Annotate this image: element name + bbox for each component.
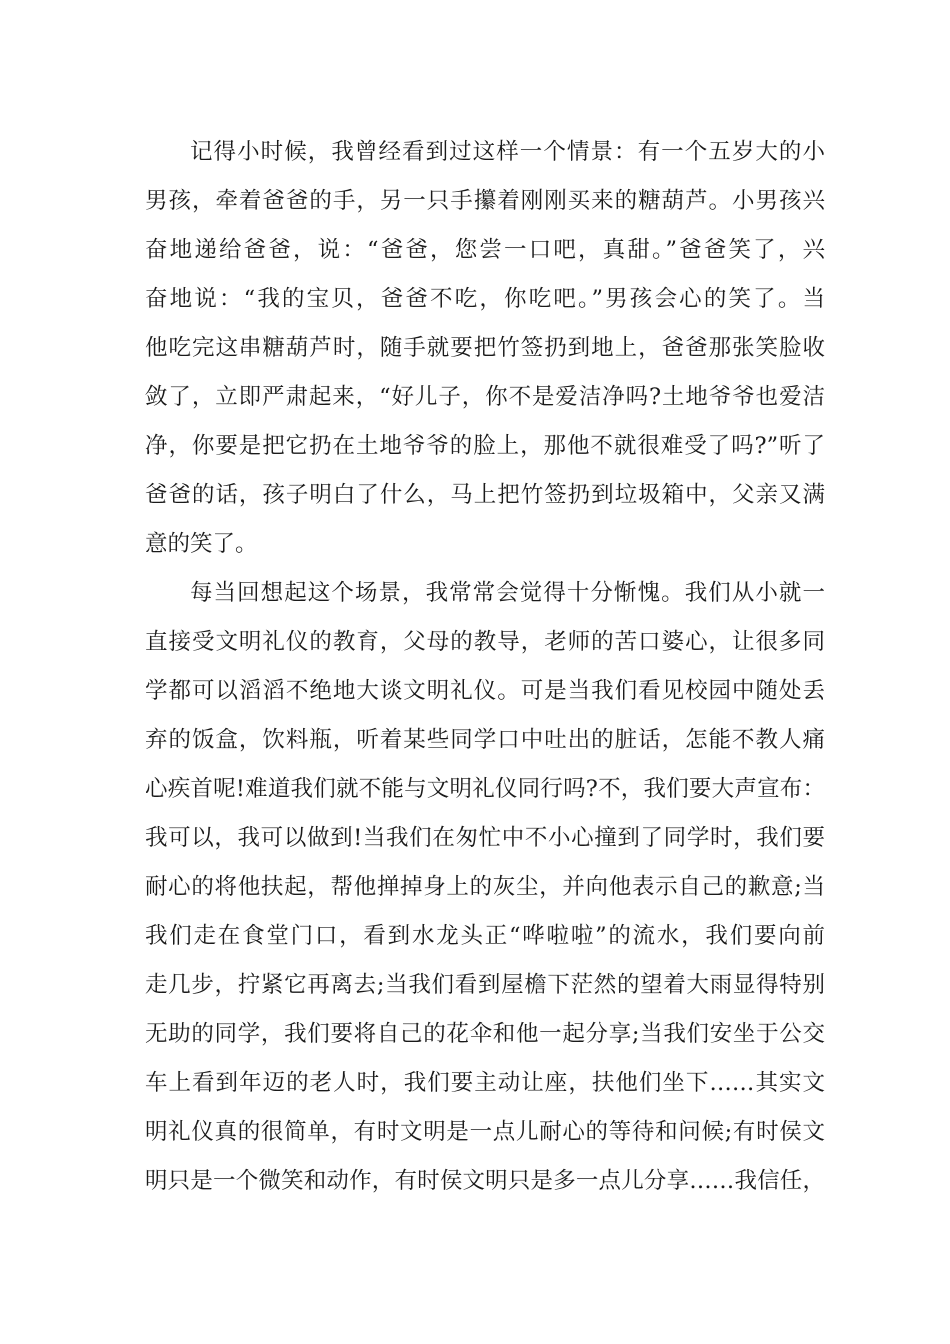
text-line: 我们走在食堂门口，看到水龙头正“哗啦啦”的流水，我们要向前 bbox=[145, 923, 825, 949]
text-line: 敛了，立即严肃起来，“好儿子，你不是爱洁净吗?土地爷爷也爱洁 bbox=[145, 384, 825, 410]
text-line: 学都可以滔滔不绝地大谈文明礼仪。可是当我们看见校园中随处丢 bbox=[145, 678, 825, 704]
text-line: 意的笑了。 bbox=[145, 531, 258, 557]
text-line: 心疾首呢!难道我们就不能与文明礼仪同行吗?不，我们要大声宣布： bbox=[145, 776, 825, 802]
body-text bbox=[145, 128, 825, 1206]
text-line: 每当回想起这个场景，我常常会觉得十分惭愧。我们从小就一 bbox=[190, 580, 825, 606]
text-line: 走几步，拧紧它再离去;当我们看到屋檐下茫然的望着大雨显得特别 bbox=[145, 972, 825, 998]
text-line: 男孩，牵着爸爸的手，另一只手攥着刚刚买来的糖葫芦。小男孩兴 bbox=[145, 188, 825, 214]
text-line: 记得小时候，我曾经看到过这样一个情景：有一个五岁大的小 bbox=[190, 139, 825, 165]
paragraph-1 bbox=[145, 128, 825, 569]
text-line: 他吃完这串糖葫芦时，随手就要把竹签扔到地上，爸爸那张笑脸收 bbox=[145, 335, 825, 361]
text-line: 奋地说：“我的宝贝，爸爸不吃，你吃吧。”男孩会心的笑了。当 bbox=[145, 286, 825, 312]
paragraph-2 bbox=[145, 569, 825, 1206]
text-line: 直接受文明礼仪的教育，父母的教导，老师的苦口婆心，让很多同 bbox=[145, 629, 825, 655]
text-line: 车上看到年迈的老人时，我们要主动让座，扶他们坐下……其实文 bbox=[145, 1070, 825, 1096]
text-line: 明礼仪真的很简单，有时文明是一点儿耐心的等待和问候;有时侯文 bbox=[145, 1119, 825, 1145]
text-line: 明只是一个微笑和动作，有时侯文明只是多一点儿分享……我信任， bbox=[145, 1168, 825, 1194]
text-line: 我可以，我可以做到!当我们在匆忙中不小心撞到了同学时，我们要 bbox=[145, 825, 825, 851]
text-line: 无助的同学，我们要将自己的花伞和他一起分享;当我们安坐于公交 bbox=[145, 1021, 825, 1047]
text-line: 弃的饭盒，饮料瓶，听着某些同学口中吐出的脏话，怎能不教人痛 bbox=[145, 727, 825, 753]
text-line: 爸爸的话，孩子明白了什么，马上把竹签扔到垃圾箱中，父亲又满 bbox=[145, 482, 825, 508]
text-line: 奋地递给爸爸，说：“爸爸，您尝一口吧，真甜。”爸爸笑了，兴 bbox=[145, 237, 825, 263]
text-line: 净，你要是把它扔在土地爷爷的脸上，那他不就很难受了吗?”听了 bbox=[145, 433, 825, 459]
text-line: 耐心的将他扶起，帮他掸掉身上的灰尘，并向他表示自己的歉意;当 bbox=[145, 874, 825, 900]
